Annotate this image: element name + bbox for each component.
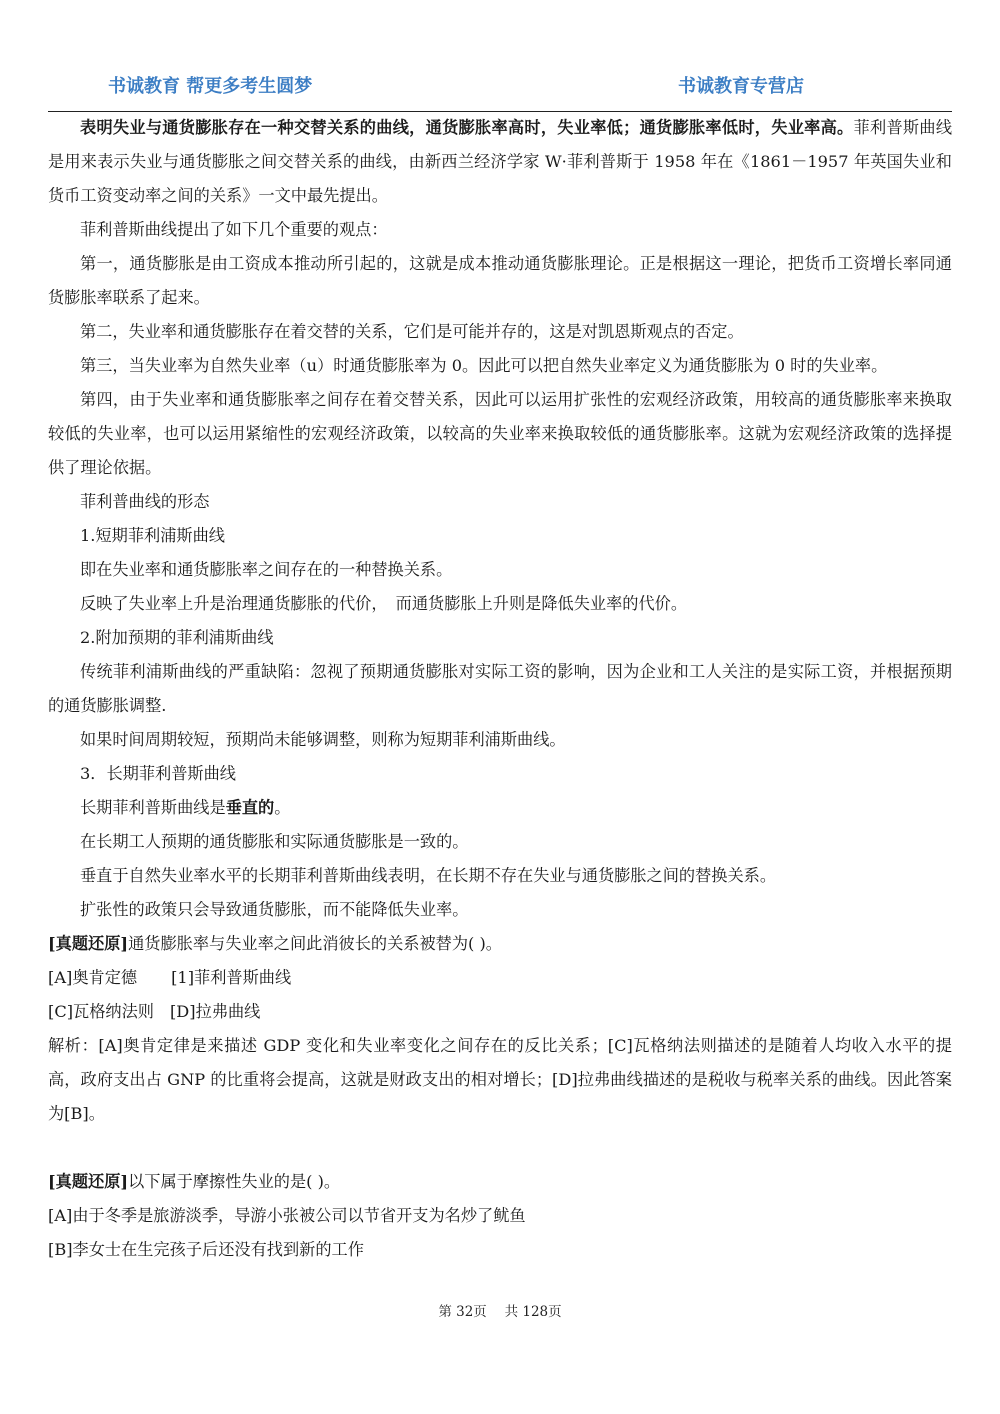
long-run-pre: 长期菲利普斯曲线是 [80,798,226,817]
paragraph-viewpoints-intro: 菲利普斯曲线提出了如下几个重要的观点： [80,220,388,239]
heading-expectations: 2.附加预期的菲利浦斯曲线 [80,628,274,647]
paragraph-expectations-1: 传统菲利浦斯曲线的严重缺陷：忽视了预期通货膨胀对实际工资的影响，因为企业和工人关注的是实际工资，并根据预期的通货膨胀调整. [48,662,952,715]
question-1-option-c: [C]瓦格纳法则 [48,1002,154,1021]
question-2-option-b: [B]李女士在生完孩子后还没有找到新的工作 [48,1240,364,1259]
long-run-bold: 垂直的 [225,798,275,817]
paragraph-long-run-1 [48,791,952,825]
question-2-text: 以下属于摩擦性失业的是( )。 [128,1172,341,1191]
page-header [48,72,952,112]
paragraph-expectations-2: 如果时间周期较短，预期尚未能够调整，则称为短期菲利浦斯曲线。 [80,730,566,749]
paragraph-short-run-2: 反映了失业率上升是治理通货膨胀的代价， 而通货膨胀上升则是降低失业率的代价。 [80,594,688,613]
heading-short-run: 1.短期菲利浦斯曲线 [80,526,225,545]
question-2-tag: [真题还原] [48,1172,129,1191]
question-1-option-d: [D]拉弗曲线 [169,1002,261,1021]
paragraph-point-3: 第三，当失业率为自然失业率（u）时通货膨胀率为 0。因此可以把自然失业率定义为通货膨胀为 0 时的失业率。 [80,356,888,375]
header-left-text: 书诚教育 帮更多考生圆梦 [108,76,313,97]
blank-line [48,1131,952,1165]
paragraph-long-run-3: 垂直于自然失业率水平的长期菲利普斯曲线表明，在长期不存在失业与通货膨胀之间的替换关系。 [80,866,777,885]
paragraph-long-run-2: 在长期工人预期的通货膨胀和实际通货膨胀是一致的。 [80,832,469,851]
paragraph-curve-forms: 菲利普曲线的形态 [80,492,210,511]
question-2-option-a: [A]由于冬季是旅游淡季，导游小张被公司以节省开支为名炒了鱿鱼 [48,1206,526,1225]
document-body [48,111,952,1267]
heading-long-run: 3．长期菲利普斯曲线 [80,764,236,783]
question-1-option-a: [A]奥肯定德 [48,968,138,987]
definition-bold: 表明失业与通货膨胀存在一种交替关系的曲线，通货膨胀率高时，失业率低；通货膨胀率低时，失业率高。 [80,118,854,137]
question-1-text: 通货膨胀率与失业率之间此消彼长的关系被替为( )。 [128,934,502,953]
page-number: 第 32页 共 128页 [438,1304,562,1320]
paragraph-definition [48,111,952,213]
question-1-options-row-1 [48,961,952,995]
paragraph-point-4: 第四，由于失业率和通货膨胀率之间存在着交替关系，因此可以运用扩张性的宏观经济政策，用较高的通货膨胀率来换取较低的失业率，也可以运用紧缩性的宏观经济政策，以较高的失业率来换取较低的通货膨胀率。这就为宏观经济政策的选择提供了理论依据。 [48,390,952,477]
paragraph-point-2: 第二，失业率和通货膨胀存在着交替的关系，它们是可能并存的，这是对凯恩斯观点的否定。 [80,322,744,341]
question-2-stem [48,1165,952,1199]
question-1-option-b: [1]菲利普斯曲线 [171,968,292,987]
page-footer [0,1300,1000,1320]
long-run-post: 。 [274,798,291,817]
header-right-text: 书诚教育专营店 [678,76,804,97]
question-1-tag: [真题还原] [48,934,129,953]
question-1-stem [48,927,952,961]
question-1-options-row-2 [48,995,952,1029]
definition-rest: 菲利普斯曲线是用来表示失业与通货膨胀之间交替关系的曲线，由新西兰经济学家 W·菲利普斯于 1958 年在《1861－1957 年英国失业和货币工资变动率之间的关系》一文中最先提出。 [48,118,953,205]
paragraph-long-run-4: 扩张性的政策只会导致通货膨胀，而不能降低失业率。 [80,900,469,919]
paragraph-point-1: 第一，通货膨胀是由工资成本推动所引起的，这就是成本推动通货膨胀理论。正是根据这一理论，把货币工资增长率同通货膨胀率联系了起来。 [48,254,952,307]
question-1-analysis: 解析：[A]奥肯定律是来描述 GDP 变化和失业率变化之间存在的反比关系；[C]瓦格纳法则描述的是随着人均收入水平的提高，政府支出占 GNP 的比重将会提高，这就是财政支出的相对增长；[D]拉弗曲线描述的是税收与税率关系的曲线。因此答案为[B]。 [48,1036,952,1123]
paragraph-short-run-1: 即在失业率和通货膨胀率之间存在的一种替换关系。 [80,560,453,579]
